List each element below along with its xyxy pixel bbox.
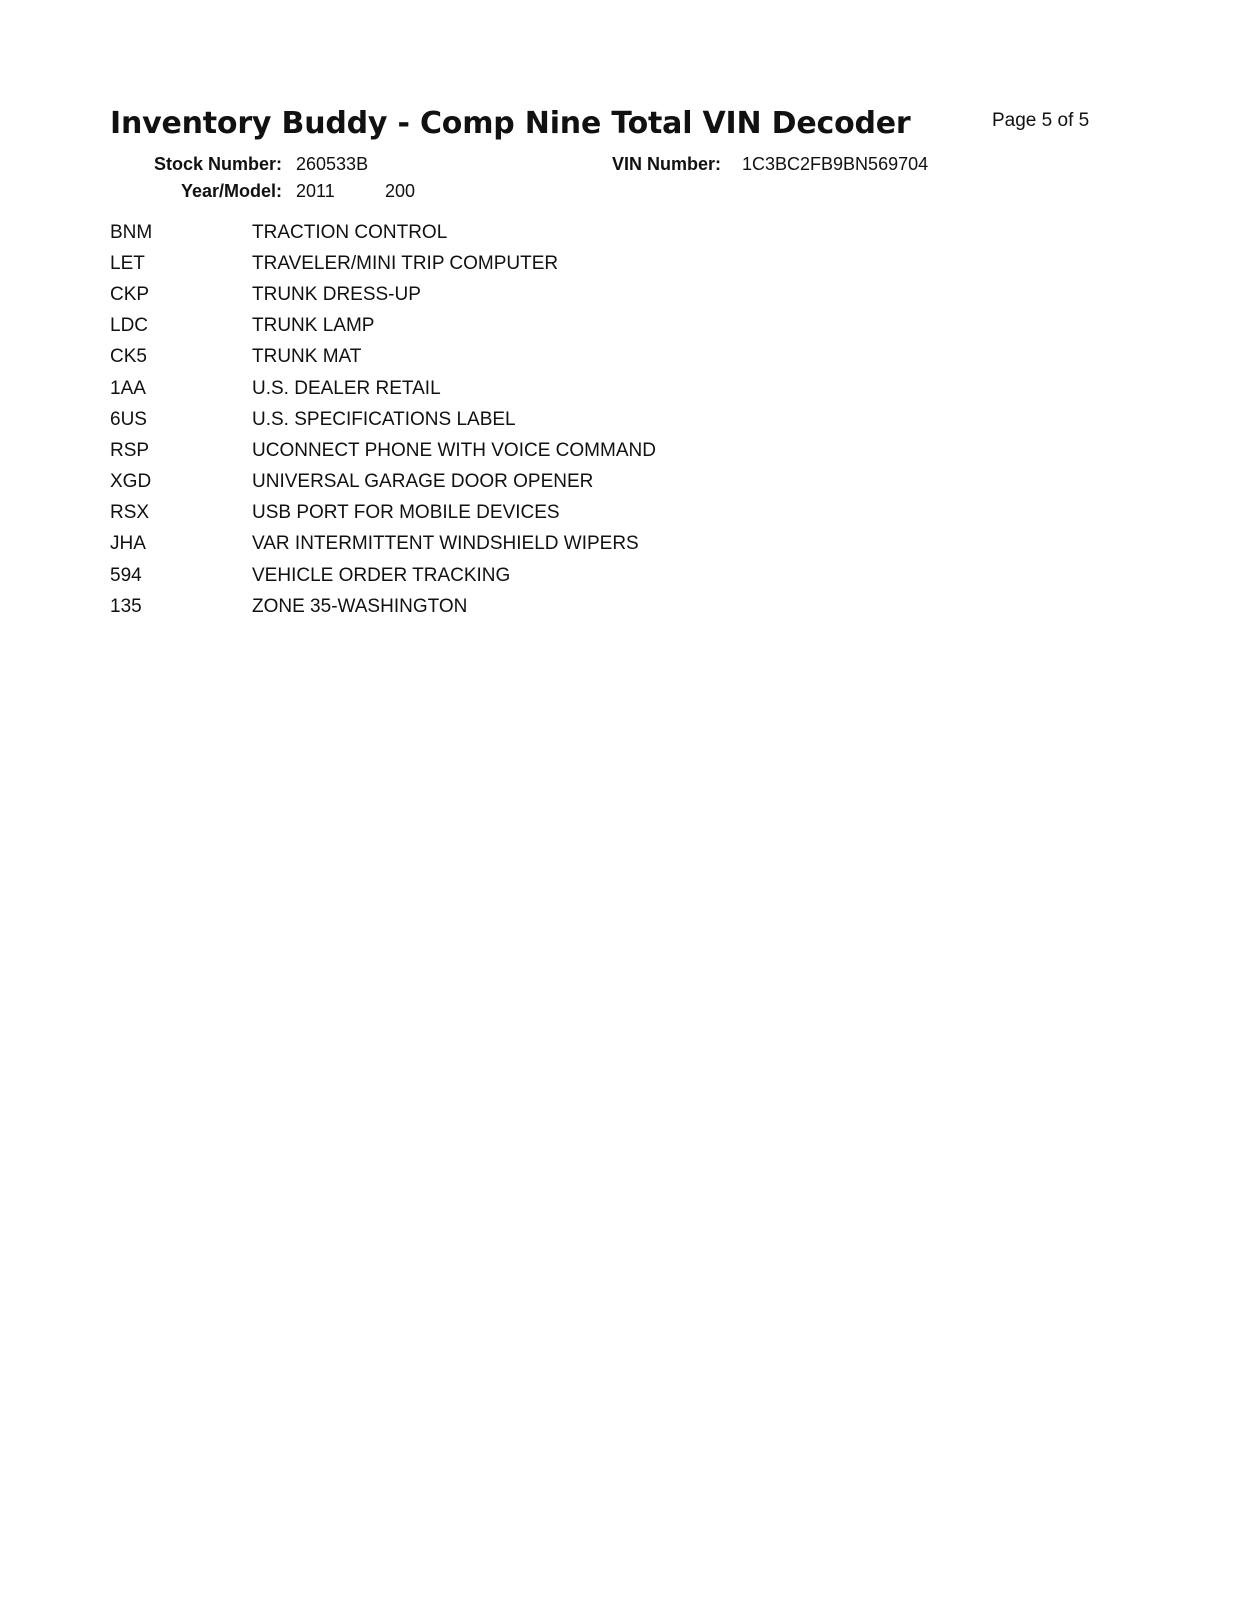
- option-description: U.S. SPECIFICATIONS LABEL: [252, 408, 516, 430]
- option-description: VEHICLE ORDER TRACKING: [252, 564, 511, 586]
- option-code-list: [110, 217, 656, 622]
- option-description: TRUNK DRESS-UP: [252, 283, 421, 305]
- option-description: TRUNK MAT: [252, 346, 362, 368]
- option-code: LDC: [110, 315, 149, 337]
- stock-number-value: 260533B: [296, 154, 369, 174]
- option-row: [110, 279, 656, 310]
- option-code: 135: [110, 595, 142, 617]
- option-row: [110, 435, 656, 466]
- option-code: 594: [110, 564, 142, 586]
- vin-number-label: VIN Number:: [612, 154, 722, 174]
- option-row: [110, 404, 656, 435]
- option-row: [110, 217, 656, 248]
- option-row: [110, 311, 656, 342]
- year-value: 2011: [296, 181, 335, 201]
- page-number: Page 5 of 5: [992, 110, 1090, 131]
- page-title: Inventory Buddy - Comp Nine Total VIN Decoder: [110, 106, 911, 141]
- option-code: CKP: [110, 283, 150, 305]
- option-code: BNM: [110, 221, 153, 243]
- option-code: CK5: [110, 346, 147, 368]
- option-row: [110, 591, 656, 622]
- option-description: U.S. DEALER RETAIL: [252, 377, 441, 399]
- option-description: TRUNK LAMP: [252, 315, 375, 337]
- option-code: XGD: [110, 471, 152, 493]
- option-description: TRAVELER/MINI TRIP COMPUTER: [252, 252, 559, 274]
- year-model-label: Year/Model:: [180, 181, 282, 201]
- option-description: USB PORT FOR MOBILE DEVICES: [252, 502, 560, 524]
- option-code: 6US: [110, 408, 147, 430]
- model-value: 200: [385, 181, 416, 201]
- option-row: [110, 248, 656, 279]
- option-description: VAR INTERMITTENT WINDSHIELD WIPERS: [252, 533, 639, 555]
- vin-number-value: 1C3BC2FB9BN569704: [742, 154, 929, 174]
- option-row: [110, 498, 656, 529]
- option-code: 1AA: [110, 377, 146, 399]
- option-code: LET: [110, 252, 145, 274]
- option-description: TRACTION CONTROL: [252, 221, 448, 243]
- option-description: ZONE 35-WASHINGTON: [252, 595, 468, 617]
- option-code: RSX: [110, 502, 150, 524]
- option-row: [110, 342, 656, 373]
- option-row: [110, 529, 656, 560]
- option-description: UCONNECT PHONE WITH VOICE COMMAND: [252, 439, 656, 461]
- option-row: [110, 467, 656, 498]
- option-code: RSP: [110, 439, 150, 461]
- stock-number-label: Stock Number:: [153, 154, 282, 174]
- option-description: UNIVERSAL GARAGE DOOR OPENER: [252, 471, 594, 493]
- option-row: [110, 560, 656, 591]
- option-code: JHA: [110, 533, 146, 555]
- option-row: [110, 373, 656, 404]
